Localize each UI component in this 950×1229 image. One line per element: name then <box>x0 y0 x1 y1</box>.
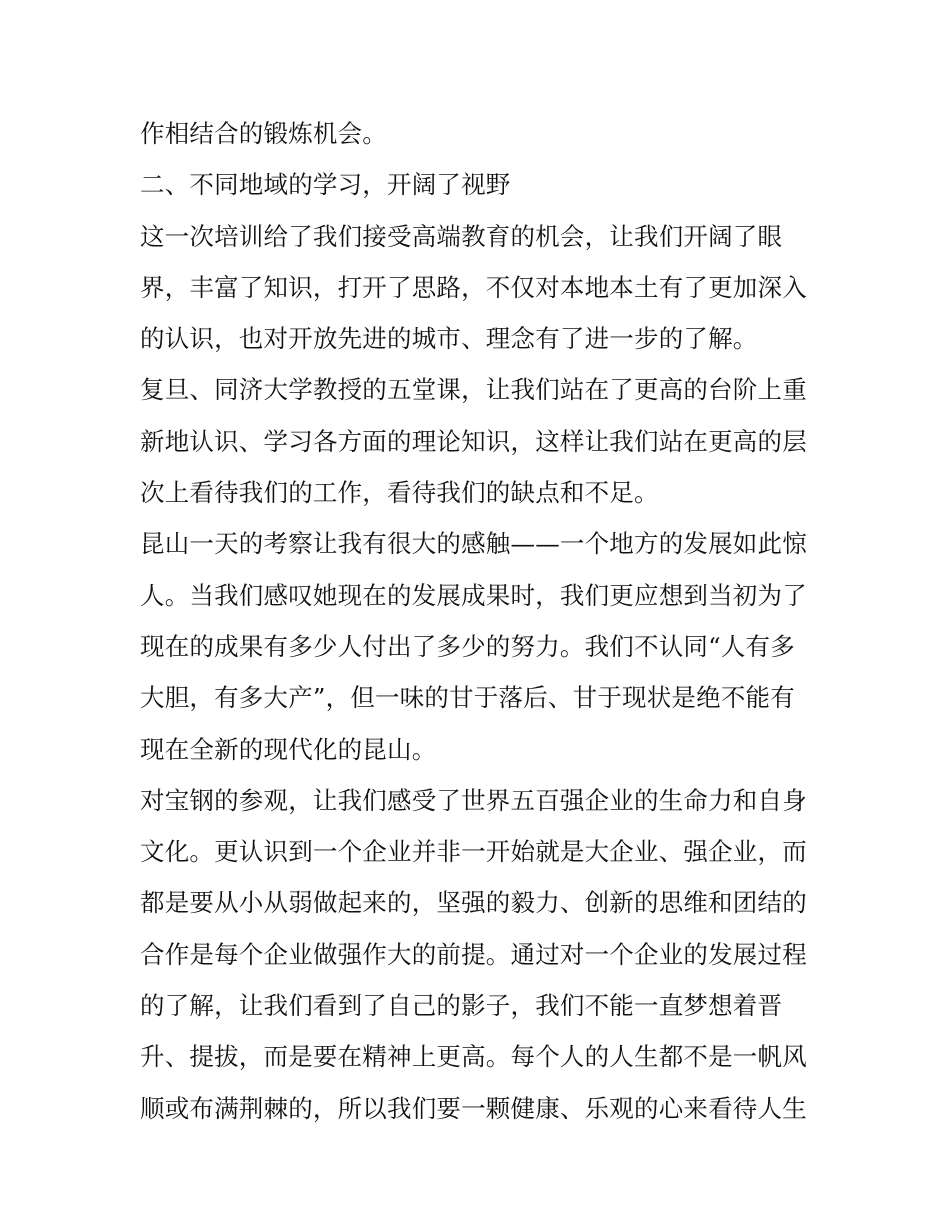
text-line: 升、提拔，而是要在精神上更高。每个人的人生都不是一帆风 <box>140 1042 807 1072</box>
text-line: 合作是每个企业做强作大的前提。通过对一个企业的发展过程 <box>140 939 807 969</box>
text-line: 新地认识、学习各方面的理论知识，这样让我们站在更高的层 <box>140 426 807 456</box>
text-line: 作相结合的锻炼机会。 <box>140 119 387 148</box>
text-line: 复旦、同济大学教授的五堂课，让我们站在了更高的台阶上重 <box>140 375 807 405</box>
text-line: 大胆，有多大产”，但一味的甘于落后、甘于现状是绝不能有 <box>140 683 795 713</box>
text-line: 的认识，也对开放先进的城市、理念有了进一步的了解。 <box>140 324 758 354</box>
text-line: 现在的成果有多少人付出了多少的努力。我们不认同“人有多 <box>140 631 795 661</box>
text-line: 人。当我们感叹她现在的发展成果时，我们更应想到当初为了 <box>140 580 807 610</box>
text-line: 的了解，让我们看到了自己的影子，我们不能一直梦想着晋 <box>140 991 783 1021</box>
text-line: 现在全新的现代化的昆山。 <box>140 734 437 764</box>
text-line: 次上看待我们的工作，看待我们的缺点和不足。 <box>140 478 659 508</box>
text-line: 昆山一天的考察让我有很大的感触——一个地方的发展如此惊 <box>140 529 807 559</box>
text-line: 界，丰富了知识，打开了思路，不仅对本地本土有了更加深入 <box>140 272 807 302</box>
text-line: 对宝钢的参观，让我们感受了世界五百强企业的生命力和自身 <box>140 785 807 815</box>
body-text <box>140 108 830 1134</box>
text-line: 都是要从小从弱做起来的，坚强的毅力、创新的思维和团结的 <box>140 888 807 918</box>
text-line: 文化。更认识到一个企业并非一开始就是大企业、强企业，而 <box>140 837 807 867</box>
section-heading: 二、不同地域的学习，开阔了视野 <box>140 170 511 200</box>
text-line: 这一次培训给了我们接受高端教育的机会，让我们开阔了眼 <box>140 221 783 251</box>
text-line: 顺或布满荆棘的，所以我们要一颗健康、乐观的心来看待人生 <box>140 1093 807 1123</box>
